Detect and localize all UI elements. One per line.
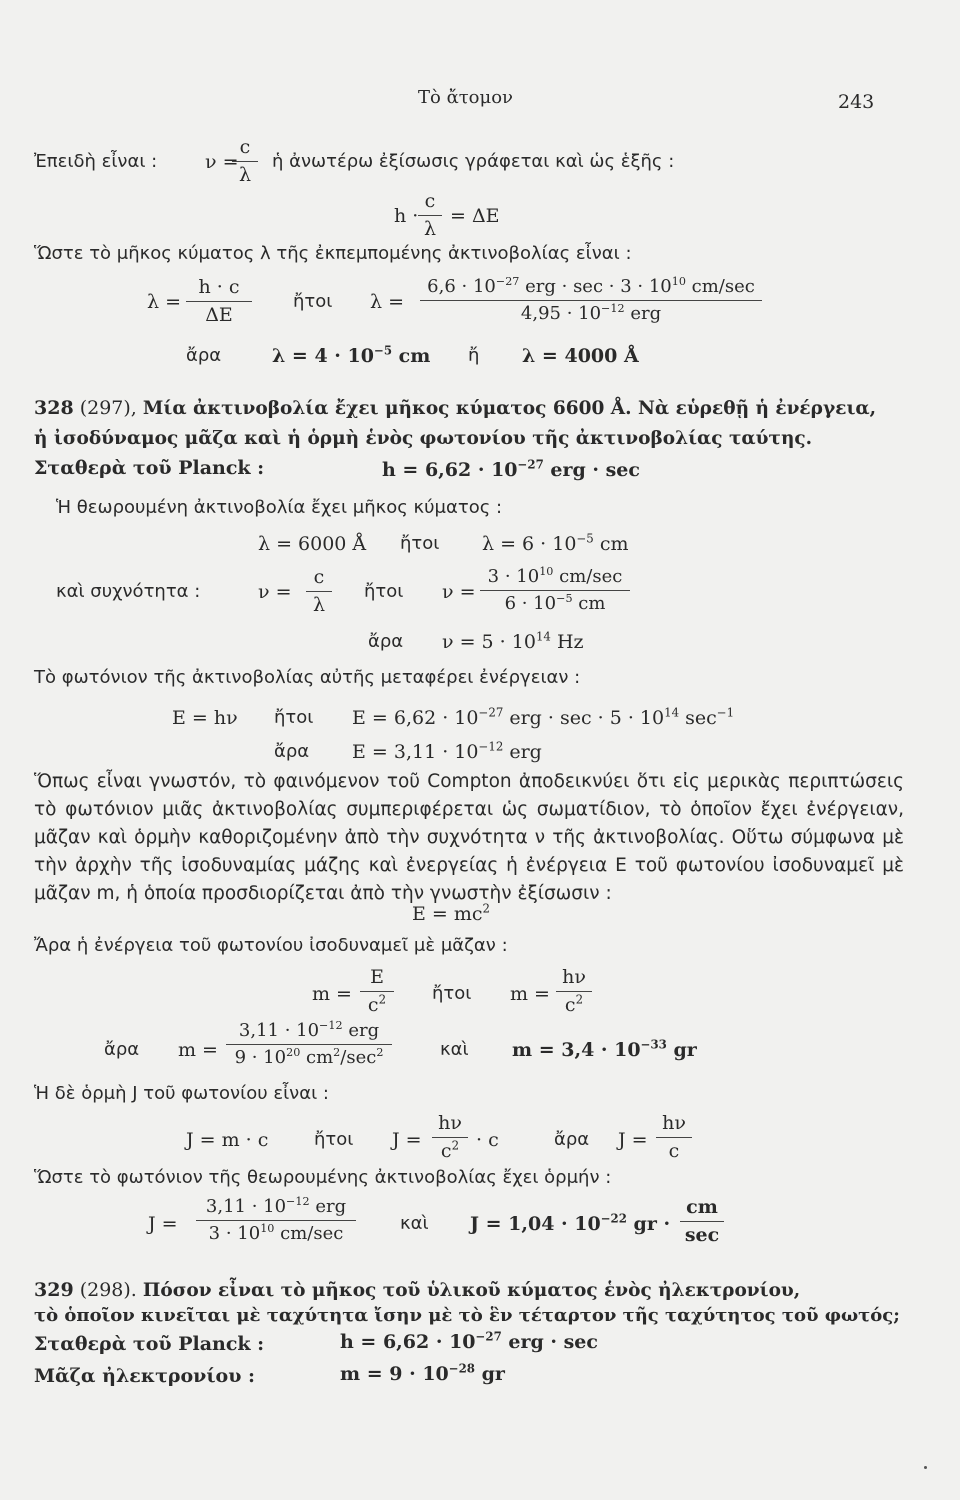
fnum: 3 · 10 bbox=[487, 566, 540, 587]
denominator: λ bbox=[423, 217, 437, 240]
wavelength-text: Ὥστε τὸ μῆκος κύματος λ τῆς ἐκπεμπομένης ἀκτινοβολίας εἶναι : bbox=[34, 243, 632, 264]
e-a: Ε = 6,62 · 10 bbox=[352, 707, 479, 729]
mr-b: gr bbox=[666, 1039, 697, 1061]
numerator bbox=[480, 566, 630, 591]
denominator: ΔΕ bbox=[205, 303, 233, 326]
fraction-hv-c bbox=[656, 1112, 692, 1163]
numerator: c bbox=[418, 190, 442, 216]
exp: 10 bbox=[539, 564, 554, 578]
fraction-lambda-calc bbox=[420, 276, 762, 324]
planck-value bbox=[382, 457, 640, 482]
ara-1: ἄρα bbox=[186, 345, 222, 366]
denominator bbox=[432, 1138, 468, 1163]
m-equals-1: m = bbox=[312, 983, 352, 1005]
jd: 3 · 10 bbox=[208, 1222, 261, 1244]
numerator bbox=[226, 1020, 392, 1045]
fraction-c-lambda-3 bbox=[306, 566, 332, 617]
unit: cm bbox=[593, 533, 629, 555]
planck-a: h = 6,62 · 10 bbox=[382, 459, 518, 481]
itoi-5: ἤτοι bbox=[432, 983, 472, 1004]
exp: 2 bbox=[482, 901, 491, 916]
momentum-text: Ἡ δὲ ὁρμὴ J τοῦ φωτονίου εἶναι : bbox=[34, 1083, 329, 1104]
denominator bbox=[226, 1045, 392, 1069]
equals-delta-e: = ΔΕ bbox=[450, 205, 500, 227]
exp: −1 bbox=[716, 705, 735, 720]
denominator bbox=[420, 301, 762, 325]
nu-result bbox=[442, 629, 584, 654]
m-equals-2: m = bbox=[510, 983, 550, 1005]
fraction-cm-sec bbox=[680, 1196, 724, 1247]
J-result bbox=[470, 1211, 671, 1236]
denominator bbox=[196, 1221, 356, 1245]
numerator: hν bbox=[556, 966, 592, 992]
exp: −27 bbox=[495, 274, 520, 288]
result-lambda-angstrom: λ = 4000 Å bbox=[522, 345, 639, 367]
exp: −28 bbox=[448, 1361, 475, 1376]
numerator: h · c bbox=[186, 276, 252, 302]
exp: 14 bbox=[664, 705, 680, 720]
exp: −12 bbox=[286, 1194, 310, 1208]
md-b: cm bbox=[300, 1046, 334, 1068]
exp: −27 bbox=[475, 1329, 502, 1344]
numerator bbox=[196, 1196, 356, 1221]
itoi-6: ἤτοι bbox=[314, 1129, 354, 1150]
nu-equals-3: ν = bbox=[442, 581, 476, 603]
problem-328-line1 bbox=[34, 398, 876, 420]
fraction-hv-c2-2 bbox=[432, 1112, 468, 1163]
ma: m = 9 · 10 bbox=[340, 1363, 449, 1385]
planck-value-2 bbox=[340, 1329, 598, 1354]
nu-equals: ν = bbox=[205, 151, 239, 173]
problem-number: 329 bbox=[34, 1279, 74, 1301]
num-c: cm/sec bbox=[685, 276, 755, 297]
mn: 3,11 · 10 bbox=[238, 1020, 320, 1041]
fraction-hv-c2 bbox=[556, 966, 592, 1017]
numerator: hν bbox=[656, 1112, 692, 1138]
fraction-mass-calc bbox=[226, 1020, 392, 1068]
num-a: 6,6 · 10 bbox=[427, 276, 496, 297]
numerator: Ε bbox=[360, 966, 394, 992]
e-res: Ε = 3,11 · 10 bbox=[352, 741, 479, 763]
electron-mass-label: Μᾶζα ἠλεκτρονίου : bbox=[34, 1365, 256, 1387]
exp: −5 bbox=[576, 531, 594, 546]
J-mc: J = m · c bbox=[186, 1129, 269, 1151]
denominator bbox=[360, 992, 394, 1017]
e-b: erg · sec · 5 · 10 bbox=[503, 707, 665, 729]
mr-a: m = 3,4 · 10 bbox=[512, 1039, 641, 1061]
mb: gr bbox=[475, 1363, 505, 1385]
exp: 14 bbox=[535, 629, 551, 644]
md: 9 · 10 bbox=[234, 1046, 287, 1068]
problem-329-line1 bbox=[34, 1280, 800, 1302]
exp: 2 bbox=[575, 992, 584, 1007]
res-a: λ = 4 · 10 bbox=[272, 345, 374, 367]
lam-b: λ = 6 · 10 bbox=[482, 533, 577, 555]
E-mc2 bbox=[412, 901, 491, 926]
den-a: 4,95 · 10 bbox=[520, 302, 602, 324]
J-equals-1: J = bbox=[392, 1129, 422, 1151]
exp: −12 bbox=[601, 301, 625, 315]
denominator bbox=[480, 591, 630, 615]
or-text: ἤ bbox=[468, 345, 480, 366]
den-b: erg bbox=[624, 302, 662, 324]
num-b: erg · sec · 3 · 10 bbox=[519, 276, 672, 297]
exp: −5 bbox=[373, 343, 393, 358]
exp: −27 bbox=[517, 457, 544, 472]
speck bbox=[924, 1466, 927, 1469]
itoi-4: ἤτοι bbox=[274, 707, 314, 728]
exp: 2 bbox=[451, 1138, 460, 1153]
problem-ref: (298). bbox=[79, 1279, 137, 1301]
denominator: sec bbox=[684, 1223, 720, 1246]
m-result bbox=[512, 1037, 697, 1062]
exp: 2 bbox=[333, 1045, 341, 1059]
page-number: 243 bbox=[838, 91, 875, 113]
kai-2: καὶ bbox=[400, 1213, 429, 1234]
planck-label-2: Σταθερὰ τοῦ Planck : bbox=[34, 1333, 265, 1355]
fraction-hc-over-de bbox=[186, 276, 252, 327]
denominator: c bbox=[668, 1139, 680, 1162]
pa: h = 6,62 · 10 bbox=[340, 1331, 476, 1353]
intro-text: ἡ ἀνωτέρω ἐξίσωσις γράφεται καὶ ὡς ἑξῆς : bbox=[272, 151, 675, 172]
unit: erg bbox=[503, 741, 542, 763]
mass-text: Ἄρα ἡ ἐνέργεια τοῦ φωτονίου ἰσοδυναμεῖ μὲ μᾶζαν : bbox=[34, 935, 508, 956]
fraction-J-calc bbox=[196, 1196, 356, 1244]
ara-3: ἄρα bbox=[274, 741, 310, 762]
exp: 2 bbox=[376, 1045, 384, 1059]
fden: 6 · 10 bbox=[504, 592, 557, 614]
numerator: hν bbox=[432, 1112, 468, 1138]
dot-c: · c bbox=[476, 1129, 499, 1151]
ara-5: ἄρα bbox=[554, 1129, 590, 1150]
ara-2: ἄρα bbox=[368, 631, 404, 652]
pb: erg · sec bbox=[501, 1331, 598, 1353]
fraction-c-over-lambda bbox=[232, 136, 258, 187]
c: c bbox=[440, 1139, 452, 1162]
lambda-6000: λ = 6000 Å bbox=[258, 533, 367, 555]
lambda-equals: λ = bbox=[147, 291, 182, 313]
itoi-1: ἤτοι bbox=[293, 291, 333, 312]
problem-329-line2: τὸ ὁποῖον κινεῖται μὲ ταχύτητα ἴσην μὲ τὸ ἓν τέταρτον τῆς ταχύτητος τοῦ φωτός; bbox=[34, 1305, 900, 1326]
h-dot: h · bbox=[394, 205, 419, 227]
numerator: cm bbox=[680, 1196, 724, 1222]
fraction-E-c2 bbox=[360, 966, 394, 1017]
c: c bbox=[564, 993, 576, 1016]
ara-4: ἄρα bbox=[104, 1039, 140, 1060]
planck-label: Σταθερὰ τοῦ Planck : bbox=[34, 457, 265, 479]
fraction-freq-calc bbox=[480, 566, 630, 614]
denominator bbox=[556, 992, 592, 1017]
problem-text: Μία ἀκτινοβολία ἔχει μῆκος κύματος 6600 Å. Νὰ εὑρεθῇ ἡ ἐνέργεια, bbox=[142, 398, 877, 419]
itoi-2: ἤτοι bbox=[400, 533, 440, 554]
numerator: c bbox=[306, 566, 332, 592]
exp: −5 bbox=[556, 591, 573, 605]
md-c: /sec bbox=[340, 1046, 377, 1068]
exp: −12 bbox=[319, 1018, 343, 1032]
numerator bbox=[420, 276, 762, 301]
unit: erg bbox=[309, 1196, 347, 1217]
photon-energy-text: Τὸ φωτόνιον τῆς ἀκτινοβολίας αὐτῆς μεταφέρει ἐνέργειαν : bbox=[34, 667, 581, 688]
nu-equals-2: ν = bbox=[258, 581, 292, 603]
jr-b: gr · bbox=[626, 1213, 671, 1235]
problem-number: 328 bbox=[34, 397, 74, 419]
final-momentum-text: Ὥστε τὸ φωτόνιον τῆς θεωρουμένης ἀκτινοβολίας ἔχει ὁρμήν : bbox=[34, 1167, 612, 1188]
fnum-unit: cm/sec bbox=[553, 566, 623, 587]
exp: 2 bbox=[378, 992, 387, 1007]
freq-label: καὶ συχνότητα : bbox=[56, 581, 201, 602]
lambda-equals-2: λ = bbox=[370, 291, 405, 313]
res-b: cm bbox=[392, 345, 431, 367]
nu-a: ν = 5 · 10 bbox=[442, 631, 536, 653]
planck-b: erg · sec bbox=[543, 459, 640, 481]
problem-328-line2: ἡ ἰσοδύναμος μᾶζα καὶ ἡ ὁρμὴ ἑνὸς φωτονίου τῆς ἀκτινοβολίας ταύτης. bbox=[34, 428, 813, 449]
J-equals-3: J = bbox=[148, 1213, 178, 1235]
electron-mass-value bbox=[340, 1361, 505, 1386]
itoi-3: ἤτοι bbox=[364, 581, 404, 602]
problem-text: Πόσον εἶναι τὸ μῆκος τοῦ ὑλικοῦ κύματος ἑνὸς ἠλεκτρονίου, bbox=[142, 1280, 801, 1301]
fraction-c-over-lambda-2 bbox=[418, 190, 442, 241]
jr-a: J = 1,04 · 10 bbox=[470, 1213, 601, 1235]
denominator: λ bbox=[312, 593, 326, 616]
E-calc bbox=[352, 705, 735, 730]
J-equals-2: J = bbox=[618, 1129, 648, 1151]
numerator: c bbox=[232, 136, 258, 162]
exp: −27 bbox=[478, 705, 504, 720]
problem-ref: (297), bbox=[79, 397, 137, 419]
denominator: λ bbox=[238, 163, 252, 186]
kai-1: καὶ bbox=[440, 1039, 469, 1060]
compton-paragraph: Ὅπως εἶναι γνωστόν, τὸ φαινόμενον τοῦ Compton ἀποδεικνύει ὅτι εἰς μερικὰς περιπτώσεις τὸ φωτόνιον μιᾶς ἀκτινοβολίας συμπεριφέρεται ὡς σωματίδιον, τὸ ὁποῖον ἔχει ἐνέργειαν, μᾶζαν καὶ ὁρμὴν καθοριζομένην ἀπὸ τὴν συχνότητα ν τῆς ἀκτινοβολίας. Οὕτω σύμφωνα μὲ τὴν ἀρχὴν τῆς ἰσοδυναμίας μάζης καὶ ἐνεργείας ἡ ἐνέργεια Ε τοῦ φωτονίου ἰσοδυναμεῖ μὲ μᾶζαν m, ἡ ὁποία προσδιορίζεται ἀπὸ τὴν γνωστὴν ἐξίσωσιν : bbox=[34, 771, 904, 905]
unit: cm bbox=[572, 592, 606, 614]
exp: −33 bbox=[640, 1037, 667, 1052]
lambda-6e-5 bbox=[482, 531, 629, 556]
result-lambda-cm bbox=[272, 343, 431, 368]
exp: 10 bbox=[671, 274, 686, 288]
unit: erg bbox=[342, 1020, 380, 1041]
running-header-title: Τὸ ἄτομον bbox=[418, 87, 513, 108]
c: c bbox=[367, 993, 379, 1016]
E-result bbox=[352, 739, 542, 764]
exp: 20 bbox=[286, 1045, 301, 1059]
m-equals-3: m = bbox=[178, 1039, 218, 1061]
nu-b: Hz bbox=[550, 631, 584, 653]
mc: Ε = mc bbox=[412, 903, 483, 925]
unit: cm/sec bbox=[274, 1222, 344, 1244]
e-c: sec bbox=[679, 707, 717, 729]
considered-text: Ἡ θεωρουμένη ἀκτινοβολία ἔχει μῆκος κύματος : bbox=[56, 497, 503, 518]
intro-label: Ἐπειδὴ εἶναι : bbox=[34, 151, 158, 172]
exp: 10 bbox=[260, 1221, 275, 1235]
jn: 3,11 · 10 bbox=[205, 1196, 287, 1217]
exp: −12 bbox=[478, 739, 504, 754]
E-hv: Ε = hν bbox=[172, 707, 238, 729]
exp: −22 bbox=[600, 1211, 627, 1226]
